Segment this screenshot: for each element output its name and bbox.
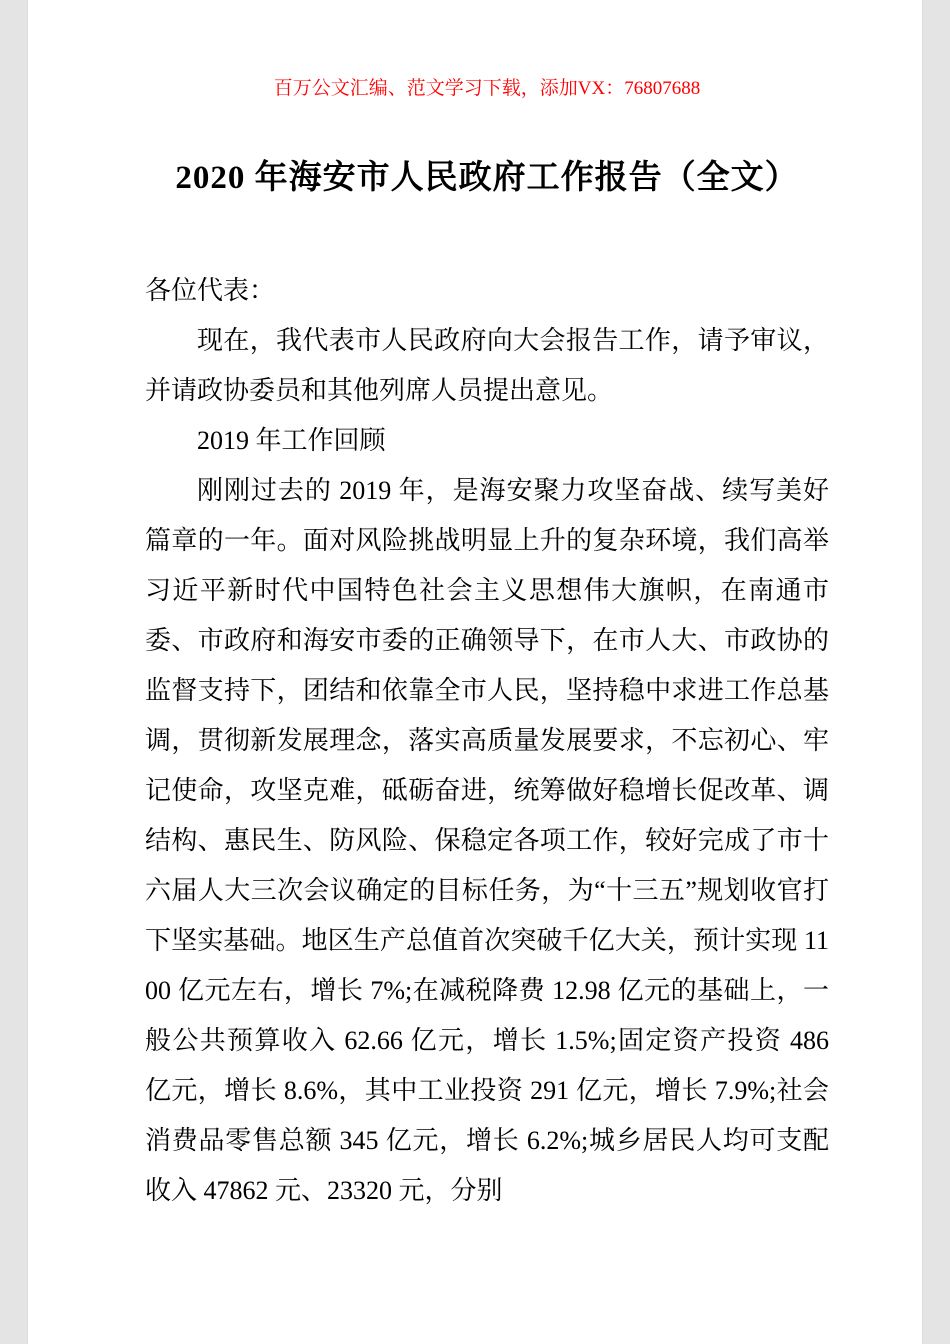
salutation-paragraph: 各位代表： [145, 276, 276, 305]
intro-paragraph: 现在，我代表市人民政府向大会报告工作，请予审议，并请政协委员和其他列席人员提出意见。 [145, 326, 829, 405]
section-heading-paragraph: 2019 年工作回顾 [197, 426, 386, 455]
document-title: 2020 年海安市人民政府工作报告（全文） [175, 160, 799, 196]
promo-header-text: 百万公文汇编、范文学习下载，添加VX：76807688 [273, 78, 701, 99]
viewer-right-margin [922, 0, 950, 1344]
document-body [145, 266, 829, 1216]
viewer-left-margin [0, 0, 28, 1344]
document-page [28, 0, 922, 1344]
review-paragraph: 刚刚过去的 2019 年，是海安聚力攻坚奋战、续写美好篇章的一年。面对风险挑战明显上升的复杂环境，我们高举习近平新时代中国特色社会主义思想伟大旗帜，在南通市委、市政府和海安市委的正确领导下，在市人大、市政协的监督支持下，团结和依靠全市人民，坚持稳中求进工作总基调，贯彻新发展理念，落实高质量发展要求，不忘初心、牢记使命，攻坚克难，砥砺奋进，统筹做好稳增长促改革、调结构、惠民生、防风险、保稳定各项工作，较好完成了市十六届人大三次会议确定的目标任务，为“十三五”规划收官打下坚实基础。地区生产总值首次突破千亿大关，预计实现 1100 亿元左右，增长 7%;在减税降费 12.98 亿元的基础上，一般公共预算收入 62.66 亿元，增长 1.5%;固定资产投资 486 亿元，增长 8.6%，其中工业投资 291 亿元，增长 7.9%;社会消费品零售总额 345 亿元，增长 6.2%;城乡居民人均可支配收入 47862 元、23320 元，分别 [145, 476, 829, 1205]
